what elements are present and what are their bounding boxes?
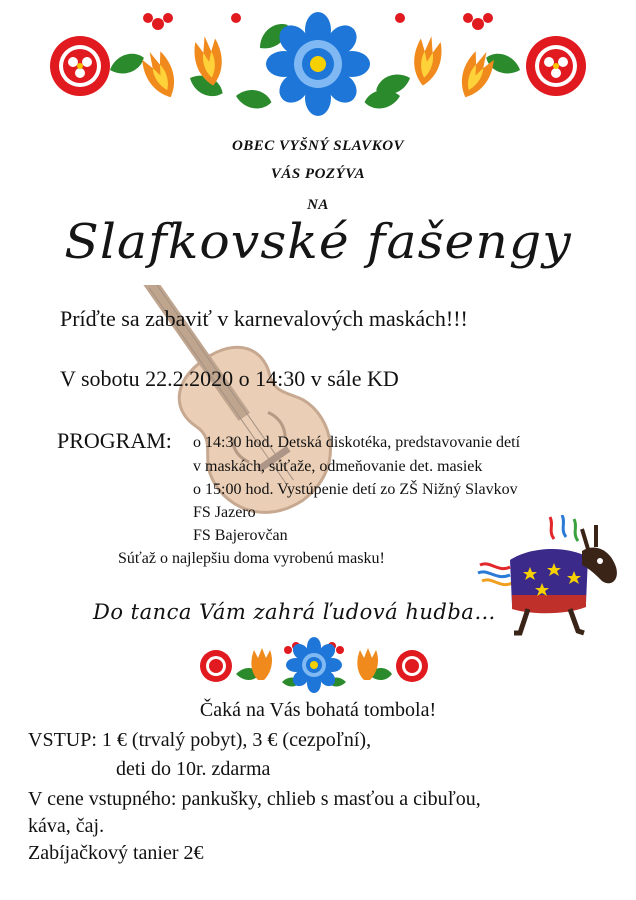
program-line: o 15:00 hod. Vystúpenie detí zo ZŠ Nižný Slavkov xyxy=(193,481,518,498)
included-in-price-text: V cene vstupného: pankušky, chlieb s masťou a cibuľou, xyxy=(28,788,481,810)
program-label: PROGRAM: xyxy=(57,428,172,453)
entry-fee-text: VSTUP: 1 € (trvalý pobyt), 3 € (cezpoľní), xyxy=(28,729,372,751)
plate-price-text: Zabíjačkový tanier 2€ xyxy=(28,842,204,864)
program-line: o 14:30 hod. Detská diskotéka, predstavovanie detí xyxy=(193,434,521,451)
music-text: Do tanca Vám zahrá ľudová hudba… xyxy=(93,600,496,624)
entry-fee-children-text: deti do 10r. zdarma xyxy=(116,758,271,780)
date-text: V sobotu 22.2.2020 o 14:30 v sále KD xyxy=(60,366,399,391)
included-drinks-text: káva, čaj. xyxy=(28,815,105,837)
program-line: FS Bajerovčan xyxy=(193,527,288,544)
program-line: FS Jazero xyxy=(193,504,256,521)
tombola-text: Čaká na Vás bohatá tombola! xyxy=(199,699,437,721)
header-to: NA xyxy=(307,197,329,213)
header-municipality: OBEC VYŠNÝ SLAVKOV xyxy=(231,138,405,154)
folk-flower-ornament-icon xyxy=(196,636,432,694)
program-line: v maskách, súťaže, odmeňovanie det. masiek xyxy=(193,458,483,475)
program-line: Súťaž o najlepšiu doma vyrobenú masku! xyxy=(118,550,385,567)
folk-flower-ornament-icon xyxy=(40,8,596,120)
event-title: Slafkovské fašengy xyxy=(64,214,572,270)
header-invites: VÁS POZÝVA xyxy=(270,166,366,182)
invite-text: Príďte sa zabaviť v karnevalových maskách!!! xyxy=(60,306,468,331)
